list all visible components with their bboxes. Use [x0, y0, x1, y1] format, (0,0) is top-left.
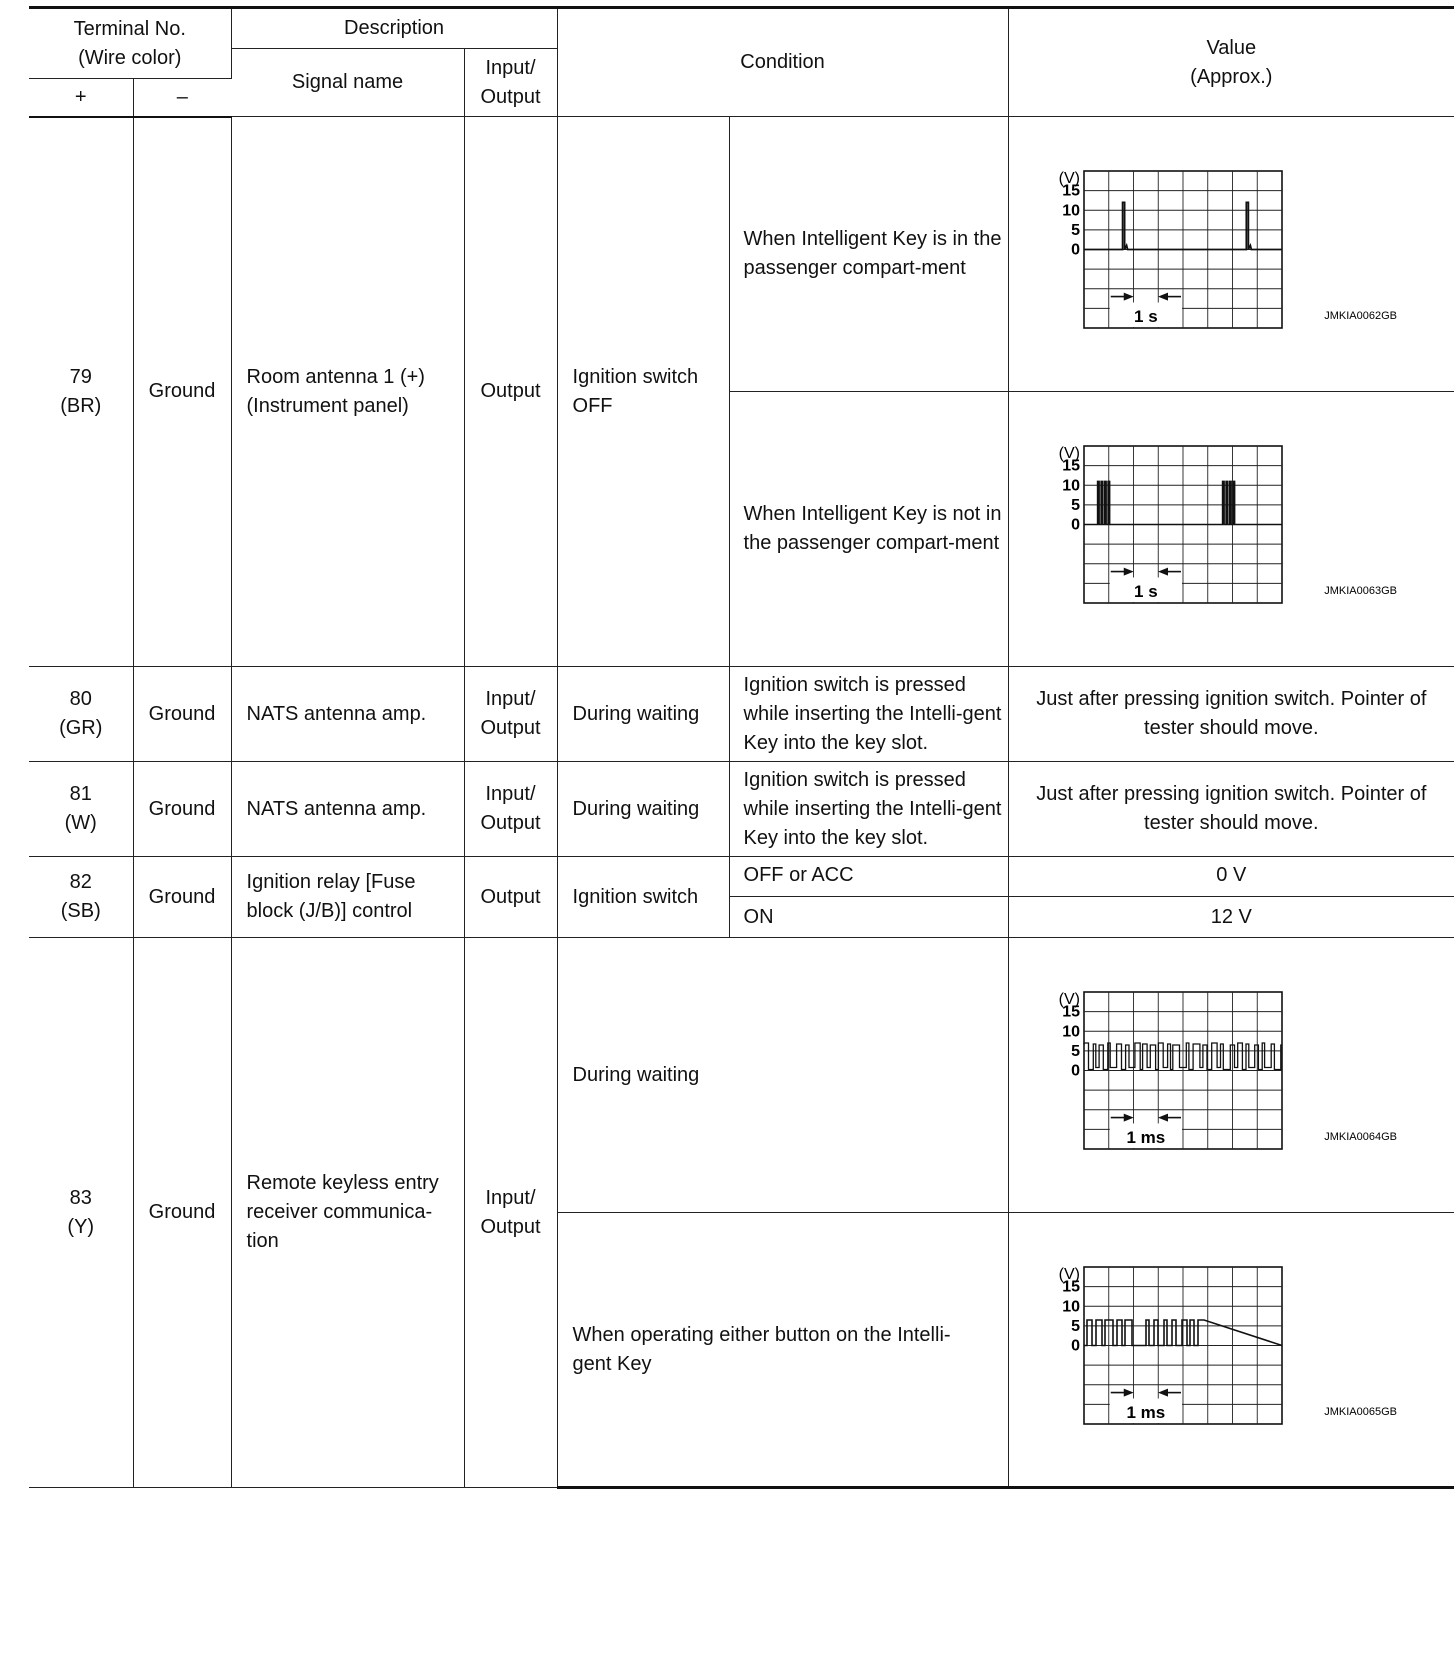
scope-tick-label: 0	[1071, 1337, 1081, 1354]
scope-tick-label: 10	[1062, 202, 1081, 220]
time-scale-label: 1 s	[1134, 307, 1158, 327]
signal-83: Remote keyless entry receiver communica-tion	[231, 938, 464, 1488]
terminal-83: 83 (Y)	[29, 938, 133, 1488]
scope-tick-label: 0	[1071, 1062, 1081, 1080]
signal-81: NATS antenna amp.	[231, 762, 464, 857]
value-83-button	[1008, 1213, 1454, 1488]
terminal-81: 81 (W)	[29, 762, 133, 857]
time-scale-label: 1 s	[1134, 582, 1158, 602]
ground-79: Ground	[133, 117, 231, 667]
scope-unit-label: (V)	[1058, 991, 1081, 1008]
scope-tick-label: 5	[1071, 1317, 1081, 1335]
value-80: Just after pressing ignition switch. Pointer of tester should move.	[1008, 667, 1454, 762]
time-arrow-head	[1158, 293, 1168, 301]
plus-header: +	[29, 79, 133, 117]
time-arrow-head	[1158, 1114, 1168, 1122]
scope-tick-label: 10	[1062, 1297, 1081, 1315]
scope-tick-label: 0	[1071, 241, 1081, 259]
scope-tick-label: 10	[1062, 477, 1081, 495]
figure-code: JMKIA0065GB	[1324, 1405, 1398, 1418]
oscilloscope-svg	[1011, 119, 1451, 389]
scope-tick-label: 5	[1071, 496, 1081, 514]
io-82: Output	[464, 857, 557, 938]
scope-tick-label: 15	[1062, 457, 1081, 475]
ground-83: Ground	[133, 938, 231, 1488]
time-arrow-head	[1158, 568, 1168, 576]
time-scale-label: 1 ms	[1126, 1402, 1166, 1422]
subcondition-79-in: When Intelligent Key is in the passenger compart-ment	[729, 117, 1008, 392]
value-81: Just after pressing ignition switch. Pointer of tester should move.	[1008, 762, 1454, 857]
io-79: Output	[464, 117, 557, 667]
waveform-79-in	[1009, 119, 1455, 389]
scope-tick-label: 5	[1071, 221, 1081, 239]
waveform-79-out	[1009, 394, 1455, 664]
scope-unit-label: (V)	[1058, 445, 1081, 462]
value-82-off: 0 V	[1008, 857, 1454, 897]
signal-82: Ignition relay [Fuse block (J/B)] control	[231, 857, 464, 938]
oscilloscope-svg	[1011, 394, 1451, 664]
terminal-header: Terminal No. (Wire color)	[29, 8, 231, 79]
terminal-spec-table	[29, 6, 1454, 1489]
io-80: Input/ Output	[464, 667, 557, 762]
value-82-on: 12 V	[1008, 897, 1454, 938]
condition-83-button: When operating either button on the Intelli-gent Key	[557, 1213, 1008, 1488]
io-83: Input/ Output	[464, 938, 557, 1488]
waveform-83-button	[1009, 1215, 1455, 1485]
ground-81: Ground	[133, 762, 231, 857]
scope-unit-label: (V)	[1058, 1265, 1081, 1283]
description-header: Description	[231, 8, 557, 49]
subcondition-80: Ignition switch is pressed while inserting the Intelli-gent Key into the key slot.	[729, 667, 1008, 762]
figure-code: JMKIA0063GB	[1324, 585, 1398, 597]
time-arrow-head	[1124, 293, 1134, 301]
subcondition-79-out: When Intelligent Key is not in the passenger compart-ment	[729, 392, 1008, 667]
oscilloscope-svg	[1011, 940, 1451, 1210]
scope-tick-label: 15	[1062, 182, 1081, 200]
condition-82: Ignition switch	[557, 857, 729, 938]
ground-82: Ground	[133, 857, 231, 938]
time-arrow-head	[1124, 568, 1134, 576]
terminal-79: 79 (BR)	[29, 117, 133, 667]
time-arrow-head	[1158, 1388, 1168, 1396]
condition-79: Ignition switch OFF	[557, 117, 729, 667]
terminal-80: 80 (GR)	[29, 667, 133, 762]
condition-81: During waiting	[557, 762, 729, 857]
scope-unit-label: (V)	[1058, 170, 1081, 187]
condition-80: During waiting	[557, 667, 729, 762]
oscilloscope-svg	[1011, 1215, 1451, 1485]
io-81: Input/ Output	[464, 762, 557, 857]
time-arrow-head	[1124, 1114, 1134, 1122]
figure-code: JMKIA0062GB	[1324, 310, 1398, 322]
signal-80: NATS antenna amp.	[231, 667, 464, 762]
value-header: Value (Approx.)	[1008, 8, 1454, 117]
time-arrow-head	[1124, 1388, 1134, 1396]
value-83-waiting	[1008, 938, 1454, 1213]
io-header: Input/ Output	[464, 49, 557, 117]
terminal-82: 82 (SB)	[29, 857, 133, 938]
scope-tick-label: 5	[1071, 1042, 1081, 1060]
scope-tick-label: 10	[1062, 1023, 1081, 1041]
subcondition-82-on: ON	[729, 897, 1008, 938]
subcondition-81: Ignition switch is pressed while inserting the Intelli-gent Key into the key slot.	[729, 762, 1008, 857]
condition-83-waiting: During waiting	[557, 938, 1008, 1213]
condition-header: Condition	[557, 8, 1008, 117]
signal-name-header: Signal name	[231, 49, 464, 117]
value-79-out	[1008, 392, 1454, 667]
scope-tick-label: 0	[1071, 516, 1081, 534]
value-79-in	[1008, 117, 1454, 392]
ground-80: Ground	[133, 667, 231, 762]
time-scale-label: 1 ms	[1126, 1128, 1166, 1148]
scope-tick-label: 15	[1062, 1003, 1081, 1021]
subcondition-82-off: OFF or ACC	[729, 857, 1008, 897]
minus-header: –	[133, 79, 231, 117]
signal-79: Room antenna 1 (+) (Instrument panel)	[231, 117, 464, 667]
scope-tick-label: 15	[1062, 1278, 1081, 1296]
waveform-83-waiting	[1009, 940, 1455, 1210]
figure-code: JMKIA0064GB	[1324, 1131, 1398, 1143]
